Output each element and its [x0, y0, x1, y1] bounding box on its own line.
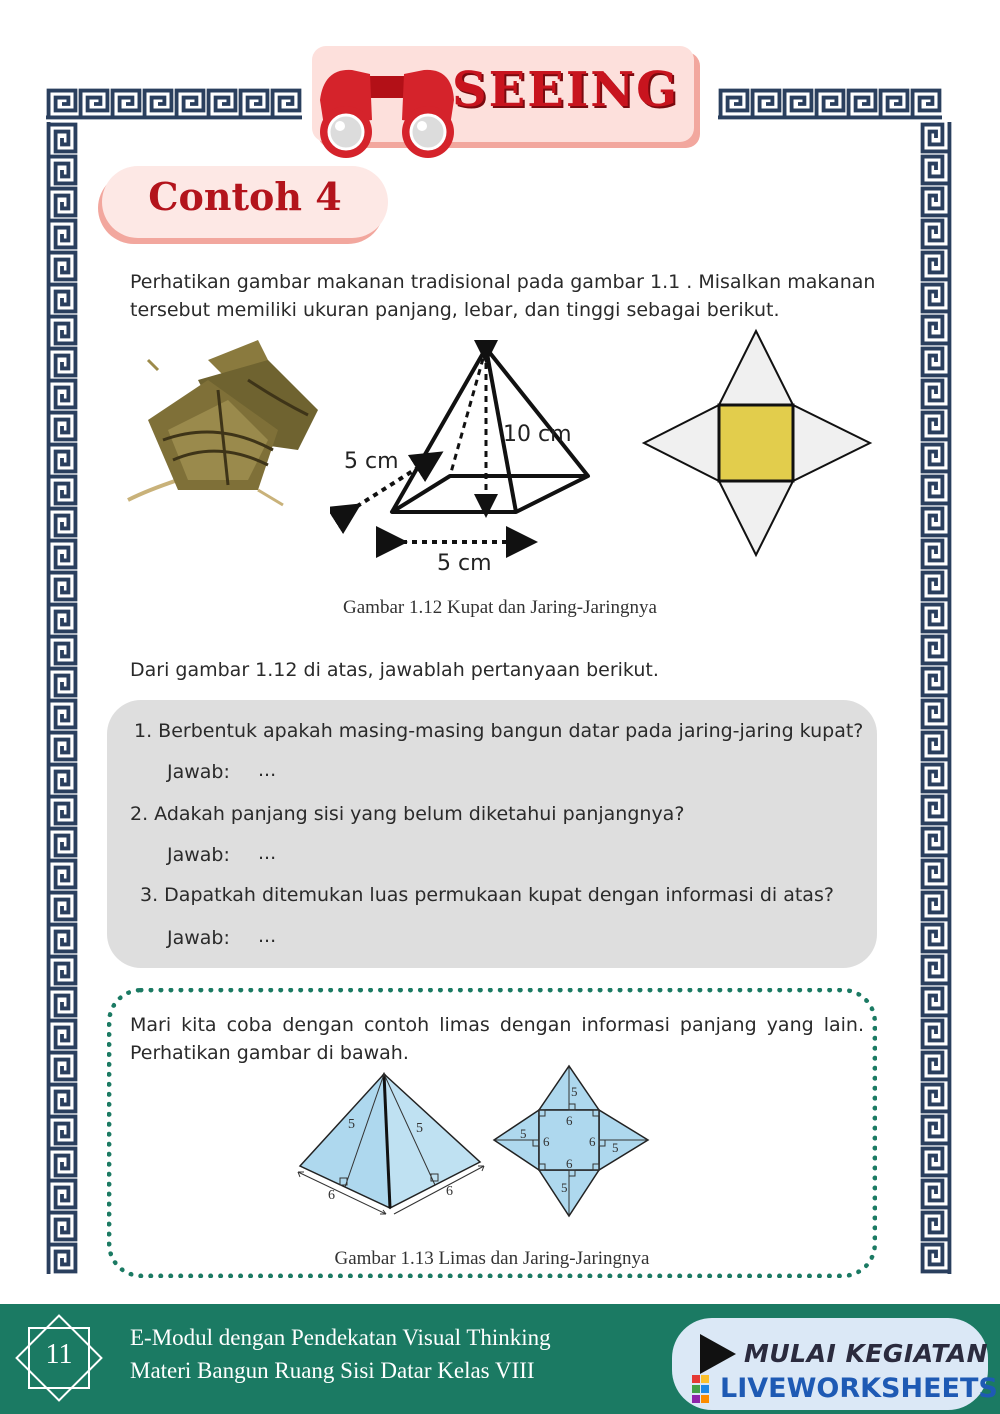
example-title: Contoh 4	[148, 174, 342, 219]
answer-label-1: Jawab:	[167, 761, 230, 783]
border-tile	[49, 314, 76, 346]
border-tile	[923, 506, 950, 538]
border-tile	[174, 91, 206, 118]
border-tile	[923, 442, 950, 474]
start-activity-label[interactable]: MULAI KEGIATAN	[744, 1339, 989, 1368]
border-tile	[49, 1178, 76, 1210]
answer-field-3[interactable]: ...	[258, 925, 277, 947]
border-tile	[923, 186, 950, 218]
net-slant-right: 5	[612, 1140, 619, 1155]
figure-caption-2: Gambar 1.13 Limas dan Jaring-Jaringnya	[334, 1248, 650, 1269]
net-base-top: 6	[566, 1113, 573, 1128]
border-tile	[49, 794, 76, 826]
border-tile	[923, 634, 950, 666]
border-tile	[923, 986, 950, 1018]
width-label: 5 cm	[344, 449, 399, 474]
border-tile	[49, 506, 76, 538]
pyramid-net-diagram	[636, 325, 876, 561]
border-tile	[49, 218, 76, 250]
border-tile	[49, 922, 76, 954]
border-tile	[49, 1050, 76, 1082]
answer-label-3: Jawab:	[167, 927, 230, 949]
net-base-bottom: 6	[566, 1156, 573, 1171]
border-tile	[49, 410, 76, 442]
border-tile	[206, 91, 238, 118]
border-tile	[49, 1018, 76, 1050]
border-tile	[923, 378, 950, 410]
limas-diagram	[290, 1068, 490, 1220]
header-title: SEEING	[452, 62, 680, 118]
border-tile	[923, 698, 950, 730]
net-base-right: 6	[589, 1134, 596, 1149]
border-tile	[49, 346, 76, 378]
border-tile	[142, 91, 174, 118]
border-tile	[923, 154, 950, 186]
limas-base-left: 6	[328, 1188, 335, 1203]
question-1: 1. Berbentuk apakah masing-masing bangun datar pada jaring-jaring kupat?	[134, 720, 864, 742]
liveworksheets-logo-icon	[692, 1375, 718, 1403]
border-tile	[923, 474, 950, 506]
border-tile	[49, 154, 76, 186]
border-tile	[923, 858, 950, 890]
border-tile	[46, 91, 78, 118]
liveworksheets-brand[interactable]: LIVEWORKSHEETS	[720, 1373, 998, 1404]
border-tile	[49, 858, 76, 890]
border-tile	[923, 538, 950, 570]
limas-base-right: 6	[446, 1184, 453, 1199]
page-number: 11	[45, 1339, 73, 1370]
answer-field-2[interactable]: ...	[258, 842, 277, 864]
net-slant-left: 5	[520, 1126, 527, 1141]
question-2: 2. Adakah panjang sisi yang belum diketahui panjangnya?	[130, 803, 685, 825]
border-tile	[923, 1082, 950, 1114]
net-slant-top: 5	[571, 1084, 578, 1099]
border-tile	[49, 890, 76, 922]
limas-slant-left: 5	[348, 1117, 355, 1132]
border-tile	[923, 1210, 950, 1242]
border-tile	[923, 922, 950, 954]
border-tile	[270, 91, 302, 118]
border-tile	[49, 986, 76, 1018]
net-slant-bottom: 5	[561, 1180, 568, 1195]
border-tile	[49, 762, 76, 794]
border-tile	[49, 1114, 76, 1146]
border-tile	[923, 730, 950, 762]
border-tile	[49, 730, 76, 762]
border-tile	[878, 91, 910, 118]
border-tile	[49, 634, 76, 666]
border-tile	[923, 1146, 950, 1178]
limas-slant-right: 5	[416, 1121, 423, 1136]
border-tile	[923, 954, 950, 986]
border-tile	[782, 91, 814, 118]
length-label: 5 cm	[437, 551, 492, 576]
border-tile	[923, 314, 950, 346]
border-tile	[923, 794, 950, 826]
border-tile	[923, 218, 950, 250]
border-tile	[49, 1146, 76, 1178]
example-box-text: Mari kita coba dengan contoh limas dengan informasi panjang yang lain. Perhatikan gambar di bawah.	[130, 1014, 864, 1064]
border-tile	[110, 91, 142, 118]
border-tile	[923, 890, 950, 922]
border-tile	[49, 826, 76, 858]
border-tile	[923, 1114, 950, 1146]
answer-label-2: Jawab:	[167, 844, 230, 866]
border-tile	[49, 250, 76, 282]
intro-paragraph: Perhatikan gambar makanan tradisional pada gambar 1.1 . Misalkan makanan tersebut memiliki ukuran panjang, lebar, dan tinggi sebagai berikut.	[130, 271, 876, 321]
border-tile	[814, 91, 846, 118]
border-tile	[49, 378, 76, 410]
border-tile	[923, 250, 950, 282]
border-tile	[49, 442, 76, 474]
binoculars-icon	[312, 60, 462, 160]
questions-prompt: Dari gambar 1.12 di atas, jawablah pertanyaan berikut.	[130, 659, 659, 681]
border-tile	[923, 1050, 950, 1082]
border-tile	[238, 91, 270, 118]
net-base-left: 6	[543, 1134, 550, 1149]
border-tile	[923, 826, 950, 858]
border-tile	[49, 698, 76, 730]
border-tile	[923, 346, 950, 378]
border-tile	[49, 954, 76, 986]
border-tile	[923, 282, 950, 314]
border-tile	[78, 91, 110, 118]
question-3: 3. Dapatkah ditemukan luas permukaan kupat dengan informasi di atas?	[140, 884, 834, 906]
border-tile	[923, 1178, 950, 1210]
border-tile	[923, 1018, 950, 1050]
border-tile	[49, 1210, 76, 1242]
border-tile	[910, 91, 942, 118]
border-tile	[49, 474, 76, 506]
border-tile	[923, 762, 950, 794]
kupat-image	[108, 340, 338, 510]
play-icon	[698, 1332, 738, 1376]
border-tile	[49, 186, 76, 218]
border-tile	[846, 91, 878, 118]
border-tile	[923, 122, 950, 154]
border-tile	[923, 410, 950, 442]
border-tile	[49, 538, 76, 570]
border-tile	[49, 666, 76, 698]
border-tile	[718, 91, 750, 118]
border-tile	[923, 666, 950, 698]
footer-line-1: E-Modul dengan Pendekatan Visual Thinking	[130, 1325, 551, 1350]
border-tile	[49, 282, 76, 314]
border-tile	[49, 122, 76, 154]
border-tile	[750, 91, 782, 118]
figure-caption-1: Gambar 1.12 Kupat dan Jaring-Jaringnya	[343, 597, 657, 618]
height-label: 10 cm	[503, 422, 572, 447]
border-tile	[49, 1082, 76, 1114]
answer-field-1[interactable]: ...	[258, 759, 277, 781]
footer-line-2: Materi Bangun Ruang Sisi Datar Kelas VIII	[130, 1358, 535, 1383]
